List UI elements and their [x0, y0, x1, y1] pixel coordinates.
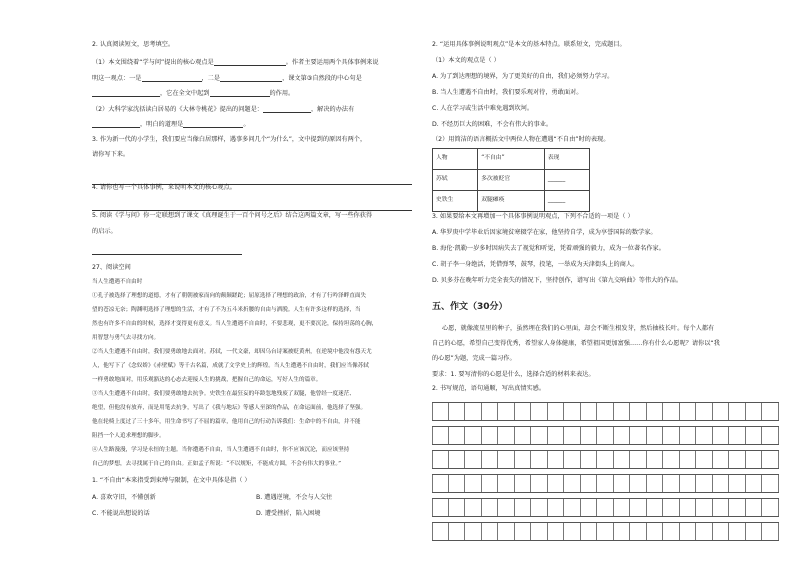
grid-cell[interactable]: [531, 451, 548, 468]
grid-cell[interactable]: [515, 403, 532, 420]
grid-cell[interactable]: [432, 523, 449, 540]
grid-cell[interactable]: [696, 403, 713, 420]
section-27: 27、阅读空间: [92, 264, 131, 271]
passage-line: ①孔子被选择了理想的道德，才有了朝朝被家而向的颠颠蹉跎；屈原选择了理想的政治，才有了行吟泽畔直面失: [92, 293, 367, 299]
grid-cell[interactable]: [680, 451, 697, 468]
grid-cell[interactable]: [548, 523, 565, 540]
passage-line: 他在轮椅上度过了三十多年，用生命书写了不屈的篇章，他用自己的行动告诉我们：生命中的不自由，并不能: [92, 419, 361, 425]
answer-blank[interactable]: [92, 121, 140, 128]
grid-cell[interactable]: [696, 451, 713, 468]
option-d[interactable]: D. 遭受挫折，陷入困境: [256, 510, 321, 517]
q5-answer-line[interactable]: [92, 248, 242, 255]
q3-line2: 请你写下来。: [92, 151, 130, 158]
passage-line: ④人生路漫漫，学习是永恒的主题。当你遭遇不自由，当人生遭遇不自由时，你不应该沉沦，而应该坚持: [92, 447, 350, 453]
grid-cell[interactable]: [482, 403, 499, 420]
grid-cell[interactable]: [630, 475, 647, 492]
grid-cell[interactable]: [680, 499, 697, 516]
table-answer-cell[interactable]: ______: [544, 191, 589, 212]
table-answer-cell[interactable]: ______: [544, 170, 589, 191]
q2-1-line3: ，它在全文中起到 的作用。: [92, 90, 294, 97]
grid-cell[interactable]: [581, 451, 598, 468]
grid-cell[interactable]: [597, 451, 614, 468]
q2-2-line1: （2）大科学家沈括读白居易的《大林寺桃花》提出的问题是： ，解决的办法有: [92, 105, 355, 113]
r-q3-option-c[interactable]: C. 胡子李一身绝活，凭借弹琴，鼓琴，投笔，一举成为天津街头上的商人。: [432, 261, 639, 268]
grid-cell[interactable]: [614, 427, 631, 444]
question-1: 1. “不自由”本来指受到束缚与限制，在文中具体是指（ ）: [92, 477, 251, 484]
table-row: [433, 191, 590, 212]
grid-cell[interactable]: [647, 475, 664, 492]
r-option-d[interactable]: D. 不经历巨大的困难，不会有伟大的事业。: [432, 121, 553, 128]
grid-cell[interactable]: [647, 499, 664, 516]
grid-cell[interactable]: [762, 499, 779, 516]
grid-cell[interactable]: [762, 403, 779, 420]
grid-row: [432, 474, 779, 493]
grid-cell[interactable]: [498, 523, 515, 540]
table-cell: 双腿瘫痪: [478, 191, 545, 212]
grid-cell[interactable]: [432, 427, 449, 444]
option-a[interactable]: A. 喜欢守旧，不懂创新: [92, 494, 156, 501]
grid-cell[interactable]: [564, 475, 581, 492]
grid-cell[interactable]: [581, 427, 598, 444]
passage-line: 人，他写下了《念奴娇》《赤壁赋》等千古名篇，成就了文学史上的辉煌。当人生遭遇不自由时，我们应当像苏轼: [92, 363, 369, 369]
grid-cell[interactable]: [432, 499, 449, 516]
passage-line: 阻挡一个人追求理想的脚步。: [92, 433, 165, 439]
passage-title: 当人生遭遇不自由时: [92, 279, 143, 285]
grid-cell[interactable]: [482, 499, 499, 516]
grid-cell[interactable]: [581, 499, 598, 516]
q5-line2: 的启示。: [92, 228, 117, 235]
grid-cell[interactable]: [729, 403, 746, 420]
grid-cell[interactable]: [482, 427, 499, 444]
grid-row: [432, 426, 779, 445]
grid-cell[interactable]: [630, 403, 647, 420]
grid-cell[interactable]: [762, 475, 779, 492]
grid-cell[interactable]: [696, 475, 713, 492]
grid-cell[interactable]: [432, 475, 449, 492]
passage-line: ③当人生遭遇不自由时，我们要勇敢地去抗争。史铁生在最狂妄的年龄忽地残废了双腿，他曾经一度迷茫、: [92, 391, 355, 397]
q5-line1: 5. 阅读《学与问》你一定联想到了课文《真理诞生于一百个问号之后》结合这两篇文章，写一些你获得: [92, 212, 373, 219]
essay-prompt-line: 自己的心愿，希望自己变得优秀，希望家人身体健康，希望祖国更加富强……你有什么心愿呢？请你以“我: [432, 340, 720, 347]
grid-cell[interactable]: [531, 499, 548, 516]
grid-cell[interactable]: [647, 451, 664, 468]
grid-cell[interactable]: [647, 523, 664, 540]
grid-cell[interactable]: [746, 451, 763, 468]
grid-cell[interactable]: [746, 427, 763, 444]
grid-cell[interactable]: [564, 523, 581, 540]
grid-cell[interactable]: [680, 427, 697, 444]
grid-cell[interactable]: [762, 523, 779, 540]
grid-cell[interactable]: [713, 403, 730, 420]
grid-cell[interactable]: [498, 427, 515, 444]
grid-cell[interactable]: [696, 427, 713, 444]
answer-blank[interactable]: [214, 59, 286, 66]
grid-cell[interactable]: [515, 475, 532, 492]
grid-cell[interactable]: [564, 499, 581, 516]
grid-cell[interactable]: [630, 499, 647, 516]
table-cell: 人物: [433, 149, 478, 170]
grid-cell[interactable]: [663, 451, 680, 468]
grid-cell[interactable]: [762, 427, 779, 444]
q3-line1: 3. 作为新一代的小学生，我们要应当像白居那样，遇事多问几个“为什么”，文中提到的原因有两个，: [92, 136, 367, 143]
grid-cell[interactable]: [663, 427, 680, 444]
grid-cell[interactable]: [663, 475, 680, 492]
grid-cell[interactable]: [663, 523, 680, 540]
grid-cell[interactable]: [614, 523, 631, 540]
grid-row: [432, 450, 779, 469]
grid-cell[interactable]: [614, 451, 631, 468]
grid-cell[interactable]: [746, 403, 763, 420]
r-q3-option-d[interactable]: D. 贝多芬在晚年听力完全丧失的情况下，坚持创作，谱写出《第九交响曲》等伟大的作品。: [432, 277, 683, 284]
answer-blank[interactable]: [263, 106, 311, 113]
r-q2-1: （1）本文的观点是（ ）: [432, 57, 500, 64]
passage-line: 用智慧与勇气去寻找方向。: [92, 335, 160, 341]
grid-cell[interactable]: [663, 499, 680, 516]
grid-cell[interactable]: [614, 403, 631, 420]
grid-cell[interactable]: [531, 475, 548, 492]
grid-cell[interactable]: [746, 499, 763, 516]
answer-blank[interactable]: [92, 90, 160, 97]
option-c[interactable]: C. 不能说出想说的话: [92, 510, 150, 517]
section-composition: 五、作文（30分）: [432, 302, 508, 312]
grid-cell[interactable]: [449, 451, 466, 468]
r-q3-option-b[interactable]: B. 海伦·凯勒一岁多时因病失去了视觉和听觉，凭着顽强的毅力，成为一位著名作家。: [432, 245, 665, 252]
option-b[interactable]: B. 遭遇逆境，不会与人交往: [256, 494, 333, 501]
essay-prompt-line: 的心愿”为题，完成一篇习作。: [432, 355, 516, 362]
grid-cell[interactable]: [482, 451, 499, 468]
grid-cell[interactable]: [696, 499, 713, 516]
grid-cell[interactable]: [729, 475, 746, 492]
grid-cell[interactable]: [630, 427, 647, 444]
people-table: [432, 148, 590, 212]
grid-cell[interactable]: [498, 403, 515, 420]
r-q3-option-a[interactable]: A. 华罗庚中学毕业后因家境贫寒辍学在家，他坚持自学，成为享誉国际的数学家。: [432, 229, 657, 236]
passage-line: 自己的梦想，去寻找属于自己的自由。正如孟子所说：“不以规矩，不能成方圆，不会有伟大的事业。”: [92, 461, 342, 467]
grid-cell[interactable]: [581, 403, 598, 420]
grid-cell[interactable]: [581, 523, 598, 540]
grid-cell[interactable]: [432, 403, 449, 420]
grid-cell[interactable]: [465, 523, 482, 540]
grid-cell[interactable]: [597, 523, 614, 540]
grid-cell[interactable]: [515, 523, 532, 540]
r-q3: 3. 如果要给本文再增加一个具体事例说明观点，下列不合适的一项是（ ）: [432, 213, 634, 220]
passage-line: ②当人生遭遇不自由时，我们要勇敢地去面对。苏轼，一代文豪，却因乌台诗案被贬黄州，在逆境中他没有怨天尤: [92, 349, 372, 355]
grid-cell[interactable]: [663, 403, 680, 420]
grid-cell[interactable]: [630, 523, 647, 540]
grid-cell[interactable]: [531, 427, 548, 444]
q2-1-line1: （1）本文围绕着“学与问”提出的核心观点是 。作者主要运用两个具体事例来说: [92, 58, 379, 66]
grid-cell[interactable]: [729, 451, 746, 468]
q2-1-line2: 明这一观点：一是 ，二是 ，课文第③自然段的中心句是: [92, 74, 362, 82]
grid-cell[interactable]: [515, 499, 532, 516]
r-option-b[interactable]: B. 当人生遭遇不自由时，我们要乐观对待，勇敢面对。: [432, 89, 583, 96]
grid-cell[interactable]: [515, 427, 532, 444]
grid-cell[interactable]: [713, 523, 730, 540]
grid-cell[interactable]: [597, 475, 614, 492]
grid-cell[interactable]: [729, 523, 746, 540]
grid-cell[interactable]: [729, 499, 746, 516]
grid-cell[interactable]: [465, 451, 482, 468]
grid-cell[interactable]: [548, 427, 565, 444]
r-q2-2: （2）用简洁的语言概括文中两位人物在遭遇“不自由”时的表现。: [432, 136, 610, 143]
grid-cell[interactable]: [465, 475, 482, 492]
grid-cell[interactable]: [548, 475, 565, 492]
grid-cell[interactable]: [713, 475, 730, 492]
grid-cell[interactable]: [680, 475, 697, 492]
grid-cell[interactable]: [482, 475, 499, 492]
essay-requirement-2: 2. 书写规范，语句通顺，写出真情实感。: [432, 385, 546, 392]
grid-cell[interactable]: [449, 523, 466, 540]
q4: 4. 请你也写一个具体事例，来说明本文的核心观点。: [92, 184, 236, 191]
grid-cell[interactable]: [680, 403, 697, 420]
table-cell: 表现: [544, 149, 589, 170]
grid-row: [432, 402, 779, 421]
table-row: [433, 170, 590, 191]
grid-cell[interactable]: [498, 499, 515, 516]
grid-cell[interactable]: [449, 403, 466, 420]
table-cell: 史铁生: [433, 191, 478, 212]
answer-blank[interactable]: [183, 121, 243, 128]
grid-row: [432, 498, 779, 517]
grid-cell[interactable]: [515, 451, 532, 468]
passage-line: 望的苍凉无奈；陶渊明选择了理想的生活，才有了不为五斗米折腰的自由与洒脱。人生有许多这样的选择，当: [92, 307, 361, 313]
grid-cell[interactable]: [465, 403, 482, 420]
grid-cell[interactable]: [564, 451, 581, 468]
grid-cell[interactable]: [498, 451, 515, 468]
grid-cell[interactable]: [729, 427, 746, 444]
grid-cell[interactable]: [746, 475, 763, 492]
grid-cell[interactable]: [713, 427, 730, 444]
q2-2-line2: ，明白的道理是 。: [92, 121, 250, 128]
grid-cell[interactable]: [581, 475, 598, 492]
grid-cell[interactable]: [465, 427, 482, 444]
grid-cell[interactable]: [680, 523, 697, 540]
passage-line: 绝望，但他没有放弃，而是用笔去抗争，写出了《我与地坛》等感人至深的作品，在命运面前，他选择了坚强。: [92, 405, 367, 411]
grid-cell[interactable]: [762, 451, 779, 468]
r-option-a[interactable]: A. 为了到达理想的境界，为了更美好的自由，我们必须努力学习。: [432, 73, 614, 80]
grid-cell[interactable]: [449, 499, 466, 516]
grid-cell[interactable]: [482, 523, 499, 540]
grid-cell[interactable]: [713, 451, 730, 468]
passage-line: 然也有许多不自由的时候，选择才变得更有意义。当人生遭遇不自由时，不要悲观，更不要沉沦，保持坦荡的心胸，: [92, 321, 378, 327]
grid-cell[interactable]: [548, 403, 565, 420]
grid-cell[interactable]: [614, 499, 631, 516]
grid-cell[interactable]: [597, 403, 614, 420]
r-option-c[interactable]: C. 人在学习或生活中难免遇到坎坷。: [432, 105, 534, 112]
grid-cell[interactable]: [597, 499, 614, 516]
grid-cell[interactable]: [465, 499, 482, 516]
grid-row: [432, 522, 779, 541]
grid-cell[interactable]: [564, 403, 581, 420]
grid-cell[interactable]: [531, 403, 548, 420]
table-cell: 苏轼: [433, 170, 478, 191]
answer-blank[interactable]: [142, 75, 202, 82]
answer-blank[interactable]: [210, 90, 270, 97]
essay-prompt-line: 心愿，就像流星里的种子，虽然埋在我们的心里面，却会不断生根发芽，然后抽枝长叶。每个人都有: [442, 325, 715, 332]
grid-cell[interactable]: [597, 427, 614, 444]
grid-cell[interactable]: [432, 451, 449, 468]
table-cell: 多次被贬官: [478, 170, 545, 191]
grid-cell[interactable]: [630, 451, 647, 468]
grid-cell[interactable]: [548, 451, 565, 468]
grid-cell[interactable]: [498, 475, 515, 492]
table-cell: “不自由”: [478, 149, 545, 170]
grid-cell[interactable]: [564, 427, 581, 444]
q2-title: 2. 认真阅读短文，思考填空。: [92, 41, 175, 48]
grid-cell[interactable]: [696, 523, 713, 540]
grid-cell[interactable]: [647, 427, 664, 444]
table-row: [433, 149, 590, 170]
grid-cell[interactable]: [449, 427, 466, 444]
grid-cell[interactable]: [531, 523, 548, 540]
grid-cell[interactable]: [614, 475, 631, 492]
grid-cell[interactable]: [449, 475, 466, 492]
r-q2: 2. “运用具体事例说明观点”是本文的基本特点。联系短文，完成题目。: [432, 41, 626, 48]
grid-cell[interactable]: [647, 403, 664, 420]
essay-requirement-1: 要求：1. 要写清你的心愿是什么，选择合适的材料来表达。: [432, 371, 595, 378]
grid-cell[interactable]: [548, 499, 565, 516]
answer-blank[interactable]: [220, 75, 282, 82]
q4-answer-line[interactable]: [92, 204, 412, 211]
grid-cell[interactable]: [713, 499, 730, 516]
grid-cell[interactable]: [746, 523, 763, 540]
passage-line: 一样勇敢地面对，用乐观豁达的心态去迎接人生的挑战，把握自己的命运，写好人生的篇章。: [92, 377, 322, 383]
